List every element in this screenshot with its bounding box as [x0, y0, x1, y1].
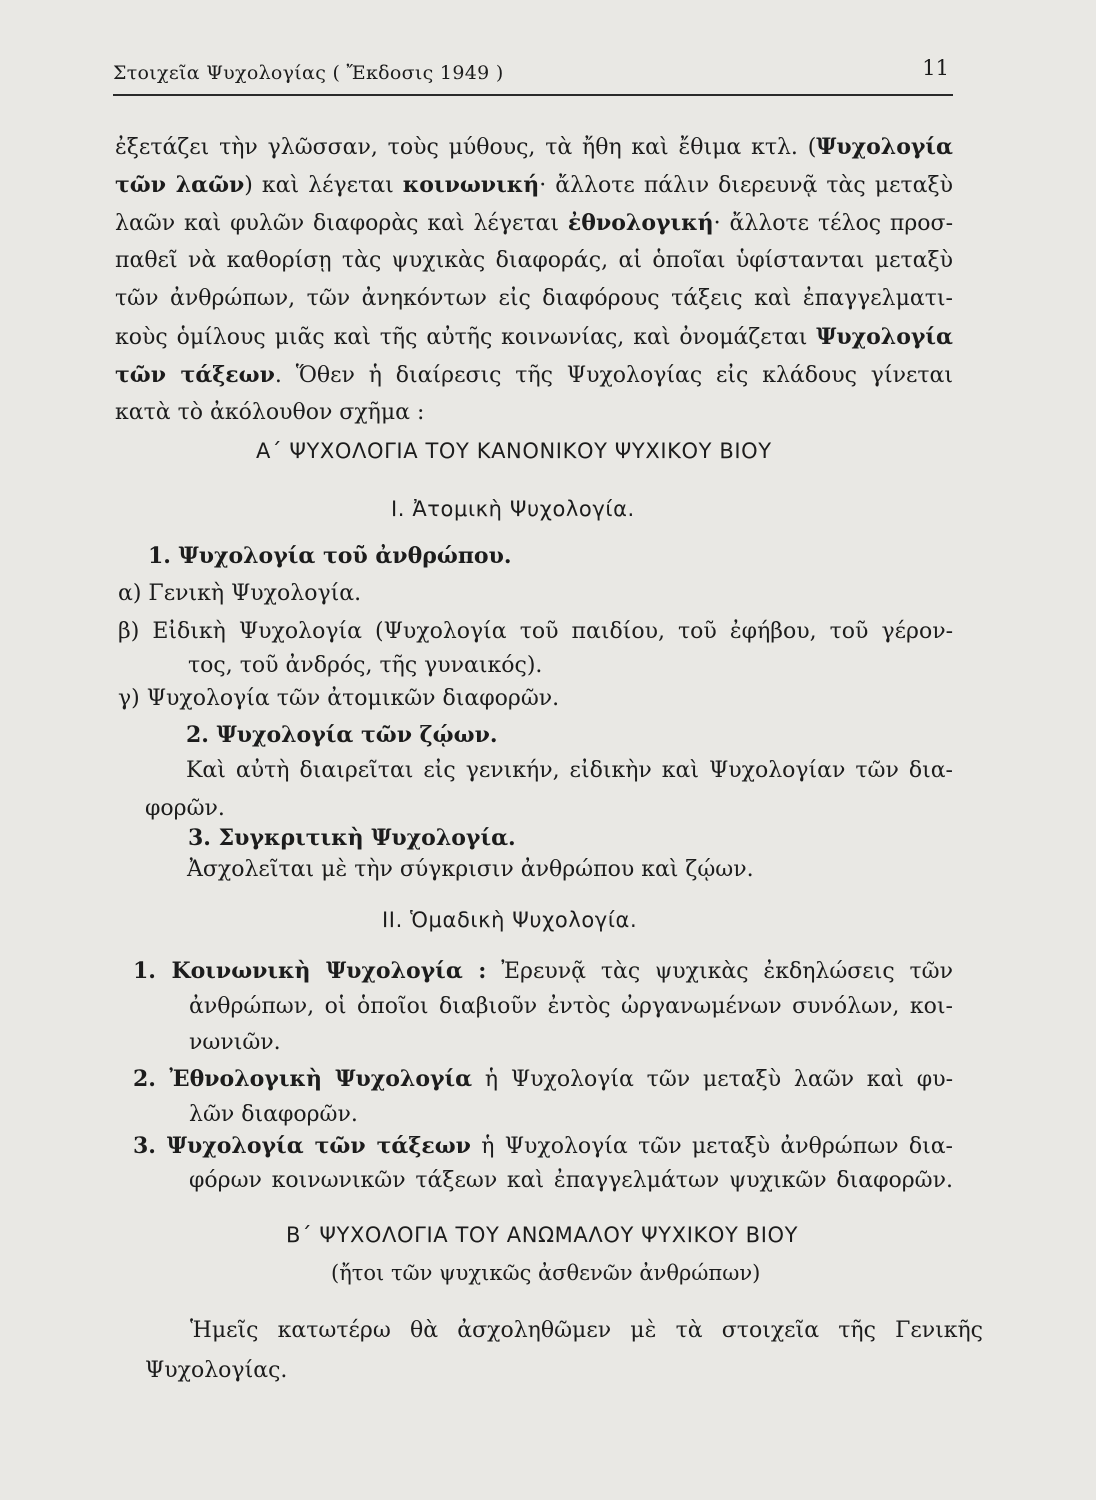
intro-line-4: παθεῖ νὰ καθορίσῃ τὰς ψυχικὰς διαφοράς, αἱ ὁποῖαι ὑφίστανται μεταξὺ [115, 248, 953, 273]
item-3-heading: 3. Συγκριτικὴ Ψυχολογία. [188, 825, 516, 851]
section-a-heading: Α΄ ΨΥΧΟΛΟΓΙΑ ΤΟΥ ΚΑΝΟΝΙΚΟΥ ΨΥΧΙΚΟΥ ΒΙΟΥ [256, 439, 772, 463]
subsection-i-heading: Ι. Ἀτομικὴ Ψυχολογία. [391, 497, 635, 521]
group-2-cont: λῶν διαφορῶν. [189, 1102, 358, 1127]
group-1-cont: ἀνθρώπων, οἱ ὁποῖοι διαβιοῦν ἐντὸς ὠργανωμένων συνόλων, κοι- [189, 994, 953, 1019]
intro-line-2: τῶν λαῶν) καὶ λέγεται κοινωνική· ἄλλοτε πάλιν διερευνᾷ τὰς μεταξὺ [115, 172, 953, 198]
item-3-text: Ἀσχολεῖται μὲ τὴν σύγκρισιν ἀνθρώπου καὶ ζῴων. [187, 857, 754, 882]
intro-line-3: λαῶν καὶ φυλῶν διαφορὰς καὶ λέγεται ἐθνολογική· ἄλλοτε τέλος προσ- [115, 210, 953, 236]
item-2-text: Καὶ αὐτὴ διαιρεῖται εἰς γενικήν, εἰδικὴν καὶ Ψυχολογίαν τῶν δια- [186, 758, 953, 783]
subsection-ii-heading: ΙΙ. Ὁμαδικὴ Ψυχολογία. [382, 908, 638, 932]
intro-line-7: τῶν τάξεων. Ὅθεν ἡ διαίρεσις τῆς Ψυχολογίας εἰς κλάδους γίνεται [115, 362, 953, 388]
item-1b-cont: τος, τοῦ ἀνδρός, τῆς γυναικός). [188, 653, 543, 678]
group-1-cont-2: νωνιῶν. [189, 1030, 281, 1055]
running-header [113, 58, 953, 96]
intro-line-5: τῶν ἀνθρώπων, τῶν ἀνηκόντων εἰς διαφόρους τάξεις καὶ ἐπαγγελματι- [115, 286, 953, 311]
intro-line-8: κατὰ τὸ ἀκόλουθον σχῆμα : [115, 400, 425, 425]
item-1b: β) Εἰδικὴ Ψυχολογία (Ψυχολογία τοῦ παιδίου, τοῦ ἐφήβου, τοῦ γέρον- [118, 619, 953, 644]
item-1-heading: 1. Ψυχολογία τοῦ ἀνθρώπου. [148, 543, 512, 569]
item-1c: γ) Ψυχολογία τῶν ἀτομικῶν διαφορῶν. [118, 686, 560, 711]
group-3-cont: φόρων κοινωνικῶν τάξεων καὶ ἐπαγγελμάτων ψυχικῶν διαφορῶν. [189, 1168, 953, 1193]
intro-line-1: ἐξετάζει τὴν γλῶσσαν, τοὺς μύθους, τὰ ἤθη καὶ ἔθιμα κτλ. (Ψυχολογία [115, 134, 953, 160]
closing-line-1: Ἡμεῖς κατωτέρω θὰ ἀσχοληθῶμεν μὲ τὰ στοιχεῖα τῆς Γενικῆς [190, 1318, 983, 1343]
item-1a: α) Γενικὴ Ψυχολογία. [118, 581, 362, 606]
page-number: 11 [922, 56, 949, 80]
closing-line-2: Ψυχολογίας. [145, 1358, 288, 1383]
item-2-heading: 2. Ψυχολογία τῶν ζῴων. [186, 722, 498, 748]
intro-line-6: κοὺς ὁμίλους μιᾶς καὶ τῆς αὐτῆς κοινωνίας, καὶ ὀνομάζεται Ψυχολογία [115, 324, 953, 350]
group-3: 3. Ψυχολογία τῶν τάξεων ἡ Ψυχολογία τῶν μεταξὺ ἀνθρώπων δια- [133, 1133, 953, 1159]
group-1: 1. Κοινωνικὴ Ψυχολογία : Ἐρευνᾷ τὰς ψυχικὰς ἐκδηλώσεις τῶν [133, 958, 953, 984]
item-2-text-cont: φορῶν. [145, 796, 225, 821]
header-title: Στοιχεῖα Ψυχολογίας ( Ἔκδοσις 1949 ) [113, 62, 504, 84]
section-b-subheading: (ἤτοι τῶν ψυχικῶς ἀσθενῶν ἀνθρώπων) [331, 1261, 761, 1285]
group-2: 2. Ἐθνολογικὴ Ψυχολογία ἡ Ψυχολογία τῶν μεταξὺ λαῶν καὶ φυ- [133, 1066, 954, 1092]
section-b-heading: Β΄ ΨΥΧΟΛΟΓΙΑ ΤΟΥ ΑΝΩΜΑΛΟΥ ΨΥΧΙΚΟΥ ΒΙΟΥ [286, 1223, 799, 1247]
